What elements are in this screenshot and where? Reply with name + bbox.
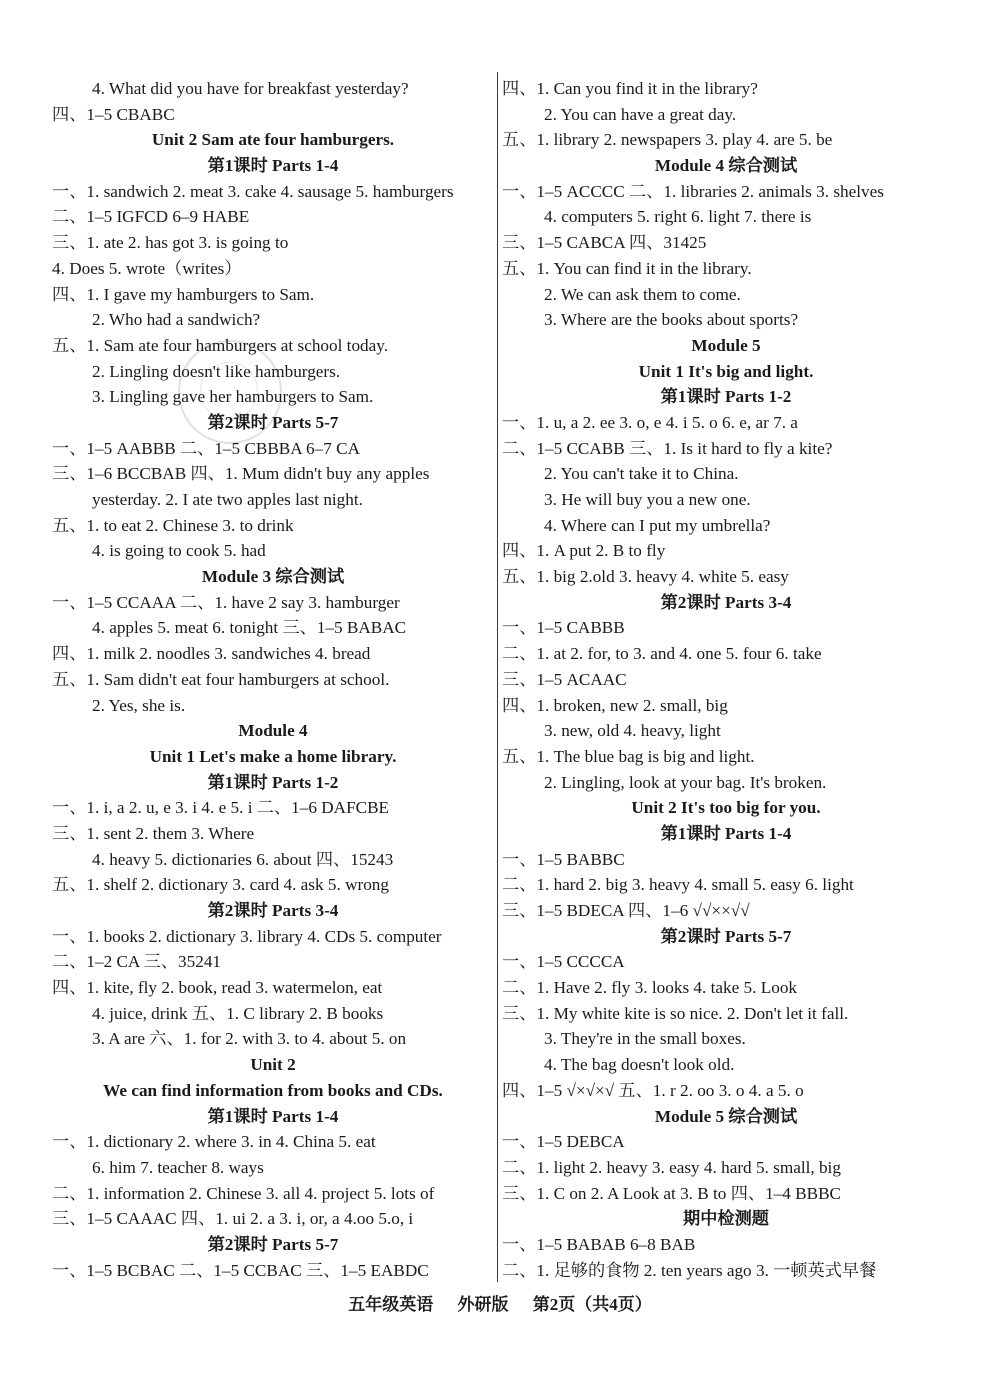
answer-line: 一、1. books 2. dictionary 3. library 4. CDs 5. computer	[52, 926, 442, 946]
answer-line: 二、1–5 IGFCD 6–9 HABE	[52, 207, 250, 227]
left-column	[52, 76, 494, 1283]
answer-line: 二、1. at 2. for, to 3. and 4. one 5. four 6. take	[502, 644, 822, 664]
answer-line: 一、1–5 CABBB	[502, 618, 625, 638]
section-heading: 第1课时 Parts 1-2	[660, 387, 792, 407]
section-heading: 第2课时 Parts 3-4	[207, 901, 339, 920]
answer-line: 四、1. kite, fly 2. book, read 3. watermelon, eat	[52, 978, 383, 998]
answer-line: 五、1. You can find it in the library.	[502, 258, 752, 278]
answer-line: 五、1. to eat 2. Chinese 3. to drink	[52, 515, 294, 535]
answer-line: 五、1. library 2. newspapers 3. play 4. are 5. be	[502, 130, 833, 150]
answer-line: 2. You can't take it to China.	[544, 464, 739, 484]
section-heading: 第2课时 Parts 3-4	[660, 592, 792, 612]
section-heading: 第2课时 Parts 5-7	[207, 412, 339, 432]
answer-line: 6. him 7. teacher 8. ways	[92, 1157, 264, 1177]
answer-line: 三、1–5 CAAAC 四、1. ui 2. a 3. i, or, a 4.oo 5.o, i	[52, 1209, 414, 1229]
answer-line: 三、1–5 CABCA 四、31425	[502, 233, 707, 253]
answer-line: 二、1. 足够的食物 2. ten years ago 3. 一顿英式早餐	[502, 1260, 877, 1280]
answer-line: 四、1–5 √×√×√ 五、1. r 2. oo 3. o 4. a 5. o	[502, 1080, 804, 1100]
section-heading: Unit 2 It's too big for you.	[631, 798, 821, 818]
answer-line: 二、1–5 CCABB 三、1. Is it hard to fly a kite?	[502, 438, 833, 458]
section-heading: 第2课时 Parts 5-7	[660, 926, 792, 946]
answer-line: 四、1. milk 2. noodles 3. sandwiches 4. bread	[52, 644, 371, 664]
answer-line: 2. You can have a great day.	[544, 104, 737, 124]
section-heading: Module 5	[691, 335, 761, 355]
section-heading: 第1课时 Parts 1-4	[207, 156, 339, 176]
answer-line: 4. Where can I put my umbrella?	[544, 515, 771, 535]
section-heading: Unit 1 It's big and light.	[638, 361, 814, 381]
section-heading: Unit 2	[250, 1055, 296, 1075]
answer-line: 一、1. u, a 2. ee 3. o, e 4. i 5. o 6. e, ar 7. a	[502, 412, 798, 432]
answer-line: 三、1–6 BCCBAB 四、1. Mum didn't buy any apples	[52, 464, 430, 484]
answer-line: 三、1. ate 2. has got 3. is going to	[52, 233, 289, 253]
answer-line: 3. Where are the books about sports?	[544, 310, 799, 330]
answer-line: 一、1. dictionary 2. where 3. in 4. China 5. eat	[52, 1132, 376, 1152]
answer-line: 一、1–5 AABBB 二、1–5 CBBBA 6–7 CA	[52, 438, 360, 458]
answer-line: 三、1–5 BDECA 四、1–6 √√××√√	[502, 901, 750, 920]
footer-edition: 外研版	[457, 1295, 509, 1314]
answer-line: 四、1. A put 2. B to fly	[502, 541, 666, 561]
answer-line: 四、1–5 CBABC	[52, 104, 175, 124]
answer-line: 一、1–5 CCCCA	[502, 952, 625, 972]
answer-line: 一、1–5 BCBAC 二、1–5 CCBAC 三、1–5 EABDC	[52, 1260, 429, 1280]
section-heading: Unit 1 Let's make a home library.	[149, 746, 397, 766]
answer-line: 4. apples 5. meat 6. tonight 三、1–5 BABAC	[92, 618, 407, 638]
answer-line: 二、1–2 CA 三、35241	[52, 952, 222, 972]
answer-line: 一、1–5 DEBCA	[502, 1132, 625, 1152]
answer-line: 3. new, old 4. heavy, light	[544, 721, 721, 741]
section-heading: 第2课时 Parts 5-7	[207, 1234, 339, 1254]
section-heading: Module 4	[238, 721, 308, 741]
answer-line: yesterday. 2. I ate two apples last night.	[92, 490, 363, 509]
column-divider	[497, 72, 498, 1282]
answer-line: 一、1–5 CCAAA 二、1. have 2 say 3. hamburger	[52, 592, 400, 612]
answer-line: 3. They're in the small boxes.	[544, 1029, 746, 1049]
answer-line: 2. Who had a sandwich?	[92, 310, 261, 330]
answer-line: 一、1. sandwich 2. meat 3. cake 4. sausage 5. hamburgers	[52, 181, 454, 201]
footer-page: 第2页（共4页）	[532, 1295, 652, 1314]
answer-line: 五、1. The blue bag is big and light.	[502, 746, 755, 766]
answer-line: 二、1. light 2. heavy 3. easy 4. hard 5. small, big	[502, 1157, 841, 1177]
answer-line: 五、1. Sam didn't eat four hamburgers at school.	[52, 669, 390, 689]
answer-line: 2. Lingling doesn't like hamburgers.	[92, 361, 341, 381]
right-column	[502, 76, 950, 1283]
answer-line: 三、1. C on 2. A Look at 3. B to 四、1–4 BBBC	[502, 1183, 842, 1203]
section-heading: Unit 2 Sam ate four hamburgers.	[151, 130, 395, 150]
section-heading: We can find information from books and CDs.	[103, 1080, 443, 1100]
section-heading: Module 5 综合测试	[654, 1106, 798, 1126]
answer-line: 2. Lingling, look at your bag. It's broken.	[544, 772, 827, 792]
answer-line: 3. Lingling gave her hamburgers to Sam.	[92, 387, 374, 407]
answer-line: 二、1. hard 2. big 3. heavy 4. small 5. easy 6. light	[502, 875, 854, 895]
answer-line: 四、1. I gave my hamburgers to Sam.	[52, 284, 315, 304]
section-heading: 第1课时 Parts 1-4	[660, 823, 792, 843]
answer-line: 4. The bag doesn't look old.	[544, 1055, 735, 1075]
answer-line: 4. What did you have for breakfast yesterday?	[92, 79, 409, 98]
answer-line: 三、1. My white kite is so nice. 2. Don't let it fall.	[502, 1003, 849, 1023]
answer-line: 三、1. sent 2. them 3. Where	[52, 823, 255, 843]
section-heading: Module 4 综合测试	[654, 156, 798, 176]
answer-line: 一、1–5 BABAB 6–8 BAB	[502, 1234, 696, 1254]
section-heading: 第1课时 Parts 1-2	[207, 772, 339, 792]
answer-line: 4. Does 5. wrote（writes）	[52, 258, 242, 278]
section-heading: Module 3 综合测试	[201, 567, 345, 587]
answer-line: 一、1–5 ACCCC 二、1. libraries 2. animals 3. shelves	[502, 181, 884, 201]
section-heading: 第1课时 Parts 1-4	[207, 1106, 339, 1126]
answer-line: 一、1. i, a 2. u, e 3. i 4. e 5. i 二、1–6 DAFCBE	[52, 798, 390, 818]
answer-line: 五、1. Sam ate four hamburgers at school today.	[52, 335, 389, 355]
answer-line: 4. computers 5. right 6. light 7. there is	[544, 207, 812, 227]
answer-line: 三、1–5 ACAAC	[502, 669, 627, 689]
footer-grade: 五年级英语	[348, 1295, 434, 1314]
answer-line: 一、1–5 BABBC	[502, 849, 625, 869]
section-heading: 期中检测题	[683, 1209, 769, 1229]
answer-line: 4. juice, drink 五、1. C library 2. B books	[92, 1003, 384, 1023]
answer-line: 2. Yes, she is.	[92, 695, 186, 715]
answer-line: 4. heavy 5. dictionaries 6. about 四、15243	[92, 849, 394, 869]
answer-line: 四、1. broken, new 2. small, big	[502, 695, 728, 715]
page-footer	[0, 1290, 1000, 1315]
answer-line: 4. is going to cook 5. had	[92, 541, 266, 561]
answer-line: 二、1. information 2. Chinese 3. all 4. project 5. lots of	[52, 1183, 435, 1203]
answer-line: 五、1. big 2.old 3. heavy 4. white 5. easy	[502, 567, 789, 587]
answer-line: 二、1. Have 2. fly 3. looks 4. take 5. Look	[502, 978, 798, 998]
answer-line: 3. He will buy you a new one.	[544, 490, 751, 509]
answer-line: 2. We can ask them to come.	[544, 284, 741, 304]
answer-line: 3. A are 六、1. for 2. with 3. to 4. about 5. on	[92, 1029, 407, 1049]
answer-line: 四、1. Can you find it in the library?	[502, 79, 758, 98]
answer-line: 五、1. shelf 2. dictionary 3. card 4. ask 5. wrong	[52, 875, 389, 895]
